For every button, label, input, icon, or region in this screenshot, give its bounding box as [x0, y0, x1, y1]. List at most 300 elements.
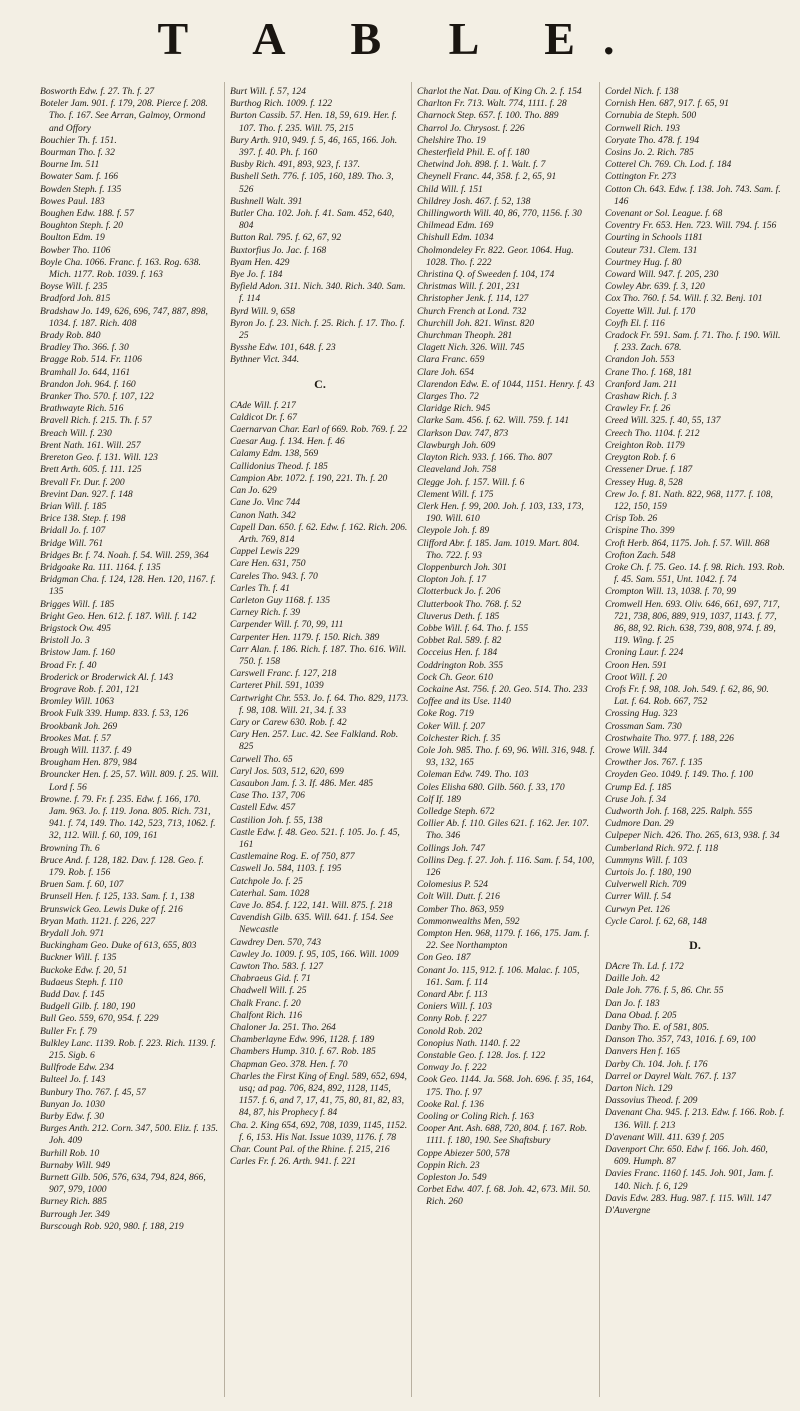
- index-entry: Creed Will. 325. f. 40, 55, 137: [605, 415, 721, 427]
- index-entry: Cole Joh. 985. Tho. f. 69, 96. Will. 316, 948. f. 93, 132, 165: [417, 744, 596, 769]
- index-entry: Caldicot Dr. f. 67: [230, 411, 297, 423]
- index-entry: Bradley Tho. 366. f. 30: [40, 342, 129, 354]
- index-entry: Coyette Will. Jul. f. 170: [605, 305, 696, 317]
- index-entry: Casaubon Jam. f. 3. If. 486. Mer. 485: [230, 777, 374, 789]
- index-entry: Bosworth Edw. f. 27. Th. f. 27: [40, 86, 155, 97]
- index-entry: Castell Edw. 457: [230, 802, 296, 814]
- index-entry: Chamberlayne Edw. 996, 1128. f. 189: [230, 1034, 375, 1046]
- index-entry: Clarkson Dav. 747, 873: [417, 427, 509, 439]
- index-entry: Constable Geo. f. 128. Jos. f. 122: [417, 1050, 546, 1062]
- index-entry: Budgell Gilb. f. 180, 190: [40, 1001, 136, 1013]
- index-entry: Clagett Nich. 326. Will. 745: [417, 342, 525, 354]
- index-entry: Brigges Will. f. 185: [40, 598, 115, 610]
- index-entry: Conard Abr. f. 113: [417, 989, 488, 1001]
- index-entry: Burscough Rob. 920, 980. f. 188, 219: [40, 1220, 184, 1232]
- index-entry: Burney Rich. 885: [40, 1196, 107, 1208]
- index-entry: Coffee and its Use. 1140: [417, 696, 511, 708]
- index-entry: Courtney Hug. f. 80: [605, 256, 682, 268]
- index-entry: Danby Tho. E. of 581, 805.: [605, 1022, 710, 1034]
- index-entry: Coker Will. f. 207: [417, 720, 485, 732]
- index-entry: Bridall Jo. f. 107: [40, 525, 106, 537]
- index-entry: Buxtorfius Jo. Jac. f. 168: [230, 244, 327, 256]
- index-entry: Child Will. f. 151: [417, 183, 483, 195]
- index-entry: Bridge Will. 761: [40, 537, 104, 549]
- index-entry: Coppe Abiezer 500, 578: [417, 1147, 510, 1159]
- index-entry: Bull Geo. 559, 670, 954. f. 229: [40, 1013, 159, 1025]
- index-entry: Carr Alan. f. 186. Rich. f. 187. Tho. 616. Will. 750. f. 158: [230, 643, 407, 667]
- index-entry: Clotterbuck Jo. f. 206: [417, 586, 501, 598]
- index-entry: Bryan Math. 1121. f. 226, 227: [40, 915, 156, 927]
- index-entry: Cobbe Will. f. 64. Tho. f. 155: [417, 622, 529, 634]
- index-entry: Darton Nich. 129: [605, 1083, 673, 1095]
- index-column-1: [40, 86, 220, 1396]
- index-entry: Coddrington Rob. 355: [417, 659, 504, 671]
- index-entry: Cotterel Ch. 769. Ch. Lod. f. 184: [605, 159, 732, 171]
- index-entry: Christina Q. of Sweeden f. 104, 174: [417, 269, 555, 281]
- index-entry: D'Auvergne: [605, 1205, 651, 1217]
- index-entry: Dassovius Theod. f. 209: [605, 1095, 698, 1107]
- index-entry: Care Hen. 631, 750: [230, 558, 306, 570]
- index-entry: Christopher Jenk. f. 114, 127: [417, 293, 529, 305]
- index-entry: Crashaw Rich. f. 3: [605, 391, 677, 403]
- index-entry: Brian Will. f. 185: [40, 500, 107, 512]
- index-entry: Curtois Jo. f. 180, 190: [605, 867, 692, 878]
- index-entry: Crew Jo. f. 81. Nath. 822, 968, 1177. f. 108, 122, 150, 159: [605, 488, 773, 512]
- index-entry: Christmas Will. f. 201, 231: [417, 281, 521, 293]
- index-entry: Bysshe Edw. 101, 648. f. 23: [230, 342, 336, 354]
- index-entry: Caswell Jo. 584, 1103. f. 195: [230, 863, 342, 875]
- index-entry: Buller Fr. f. 79: [40, 1025, 97, 1037]
- index-entry: Boulton Edm. 19: [40, 232, 105, 244]
- index-entry: Curwyn Pet. 126: [605, 903, 670, 915]
- index-entry: Bridgman Cha. f. 124, 128. Hen. 120, 1167. f. 135: [40, 574, 216, 598]
- index-entry: Charles the First King of Engl. 589, 652, 694, usq; ad pag. 706, 824, 892, 1128, 1145, 1157. f. 6, and 7, 17, 41, 75, 80, 81, 82, 83, 84, 87, his Prophecy f. 84: [230, 1070, 407, 1119]
- index-entry: Cooke Ral. f. 136: [417, 1098, 484, 1110]
- index-entry: Buckner Will. f. 135: [40, 952, 117, 964]
- index-entry: Charlot the Nat. Dau. of King Ch. 2. f. 154: [417, 86, 582, 97]
- index-entry: Cudworth Joh. f. 168, 225. Ralph. 555: [605, 805, 753, 817]
- index-entry: Chalk Franc. f. 20: [230, 997, 301, 1009]
- index-entry: Cornish Hen. 687, 917. f. 65, 91: [605, 98, 729, 110]
- index-entry: Brouncker Hen. f. 25, 57. Will. 809. f. 25. Will. Lord f. 56: [40, 769, 219, 793]
- index-entry: Burnett Gilb. 506, 576, 634, 794, 824, 866, 907, 979, 1000: [40, 1172, 206, 1196]
- index-entry: DAcre Th. Ld. f. 172: [605, 961, 684, 973]
- index-entry: Compton Hen. 968, 1179. f. 166, 175. Jam. f. 22. See Northampton: [417, 928, 590, 952]
- index-entry: Conold Rob. 202: [417, 1025, 483, 1037]
- index-column-4: [605, 86, 785, 1396]
- index-entry: Browne. f. 79. Fr. f. 235. Edw. f. 166, 170. Jam. 963. Jo. f. 119. Jona. 805. Rich. 731, 941. f. 74, 149. Tho. 142, 523, 713, 1062. f. 32, 112. Will. f. 60, 109, 161: [40, 793, 216, 842]
- index-entry: Chetwind Joh. 898. f. 1. Walt. f. 7: [417, 159, 546, 171]
- index-entry: Callidonius Theod. f. 185: [230, 460, 328, 472]
- index-entry: Brook Fulk 339. Hump. 833. f. 53, 126: [40, 708, 189, 720]
- index-entry: Clayton Rich. 933. f. 166. Tho. 807: [417, 452, 553, 464]
- index-entry: Courting in Schools 1181: [605, 232, 703, 244]
- index-entry: Cleypole Joh. f. 89: [417, 525, 490, 537]
- index-entry: Brady Rob. 840: [40, 330, 101, 342]
- index-entry: Capell Dan. 650. f. 62. Edw. f. 162. Rich. 206. Arth. 769, 814: [230, 521, 408, 545]
- index-entry: Carpenter Hen. 1179. f. 150. Rich. 389: [230, 631, 380, 643]
- index-entry: Coryate Tho. 478. f. 194: [605, 134, 700, 146]
- index-entry: Bridgoake Ra. 111. 1164. f. 135: [40, 561, 161, 573]
- index-entry: Cudmore Dan. 29: [605, 818, 674, 830]
- index-entry: Bythner Vict. 344.: [230, 354, 300, 366]
- index-entry: Colf If. 189: [417, 793, 461, 805]
- index-entry: Cary Hen. 257. Luc. 42. See Falkland. Rob. 825: [230, 729, 399, 753]
- index-entry: Collier Ab. f. 110. Giles 621. f. 162. Jer. 107. Tho. 346: [417, 818, 590, 842]
- index-entry: Crisp Tob. 26: [605, 513, 658, 525]
- index-entry: Dana Obad. f. 205: [605, 1009, 677, 1021]
- index-entry: Budd Dav. f. 145: [40, 989, 105, 1001]
- index-entry: Brent Nath. 161. Will. 257: [40, 439, 141, 451]
- index-entry: Bowes Paul. 183: [40, 195, 105, 207]
- index-entry: Brookes Mat. f. 57: [40, 732, 111, 744]
- index-entry: Cartwright Chr. 553. Jo. f. 64. Tho. 829, 1173. f. 98, 108. Will. 21, 34. f. 33: [230, 692, 409, 716]
- index-entry: Cradock Fr. 591. Sam. f. 71. Tho. f. 190. Will. f. 233. Zach. 678.: [605, 330, 781, 354]
- index-entry: Danson Tho. 357, 743, 1016. f. 69, 100: [605, 1034, 756, 1046]
- index-entry: Bourne Im. 511: [40, 159, 100, 171]
- index-entry: Branker Tho. 570. f. 107, 122: [40, 391, 154, 403]
- index-entry: Bulkley Lanc. 1139. Rob. f. 223. Rich. 1139. f. 215. Sigb. 6: [40, 1037, 217, 1062]
- index-entry: Brathwayte Rich. 516: [40, 403, 124, 415]
- index-entry: Burges Anth. 212. Corn. 347, 500. Eliz. f. 135. Joh. 409: [40, 1123, 219, 1147]
- index-entry: Brookbank Joh. 269: [40, 720, 118, 732]
- index-entry: Childrey Josh. 467. f. 52, 138: [417, 195, 531, 207]
- index-entry: Cressener Drue. f. 187: [605, 464, 693, 476]
- index-entry: Cawton Tho. 583. f. 127: [230, 961, 324, 973]
- index-entry: Chambers Hump. 310. f. 67. Rob. 185: [230, 1046, 376, 1058]
- index-entry: Brandon Joh. 964. f. 160: [40, 378, 136, 390]
- index-entry: Bruce And. f. 128, 182. Dav. f. 128. Geo. f. 179. Rob. f. 156: [40, 854, 204, 878]
- index-entry: Brevint Dan. 927. f. 148: [40, 488, 133, 500]
- index-entry: Brunsell Hen. f. 125, 133. Sam. f. 1, 138: [40, 891, 195, 903]
- index-entry: Cranford Jam. 211: [605, 378, 678, 390]
- index-entry: Byron Jo. f. 23. Nich. f. 25. Rich. f. 17. Tho. f. 25: [230, 317, 405, 342]
- index-entry: Calamy Edm. 138, 569: [230, 448, 319, 460]
- index-entry: Burhill Rob. 10: [40, 1147, 100, 1159]
- column-rule: [224, 82, 225, 1397]
- index-entry: Caesar Aug. f. 134. Hen. f. 46: [230, 436, 345, 448]
- index-entry: Brereton Geo. f. 131. Will. 123: [40, 452, 158, 464]
- index-entry: Cleaveland Joh. 758: [417, 464, 497, 476]
- index-entry: Bradshaw Jo. 149, 626, 696, 747, 887, 898, 1034. f. 187. Rich. 408: [40, 305, 208, 329]
- index-entry: Cawley Jo. 1009. f. 95, 105, 166. Will. 1009: [230, 948, 399, 960]
- index-entry: Croke Ch. f. 75. Geo. 14. f. 98. Rich. 193. Rob. f. 45. Sam. 551, Unt. 1042. f. 74: [605, 561, 785, 586]
- index-entry: Chadwell Will. f. 25: [230, 985, 307, 997]
- index-entry: Clare Joh. 654: [417, 366, 474, 378]
- index-entry: Cordel Nich. f. 138: [605, 86, 679, 97]
- index-entry: Clarendon Edw. E. of 1044, 1151. Henry. f. 43: [417, 378, 595, 390]
- index-entry: Chelshire Tho. 19: [417, 134, 486, 146]
- index-entry: Boughton Steph. f. 20: [40, 220, 123, 232]
- index-entry: Caernarvan Char. Earl of 669. Rob. 769. f. 22: [230, 424, 408, 436]
- index-entry: Colchester Rich. f. 35: [417, 732, 501, 744]
- index-entry: Can Jo. 629: [230, 485, 277, 497]
- index-entry: Carles Fr. f. 26. Arth. 941. f. 221: [230, 1156, 356, 1168]
- index-entry: Clegge Joh. f. 157. Will. f. 6: [417, 476, 525, 488]
- index-entry: Bye Jo. f. 184: [230, 269, 283, 281]
- index-entry: Davis Edw. 283. Hug. 987. f. 115. Will. 147: [605, 1192, 772, 1204]
- index-entry: Chaloner Ja. 251. Tho. 264: [230, 1022, 336, 1034]
- index-entry: Corbet Edw. 407. f. 68. Joh. 42, 673. Mil. 50. Rich. 260: [417, 1184, 591, 1208]
- index-entry: Castle Edw. f. 48. Geo. 521. f. 105. Jo. f. 45, 161: [230, 826, 400, 850]
- index-column-3: [417, 86, 597, 1396]
- index-entry: Burthog Rich. 1009. f. 122: [230, 98, 333, 110]
- index-entry: Coppin Rich. 23: [417, 1159, 480, 1171]
- index-entry: Byrd Will. 9, 658: [230, 305, 295, 317]
- index-entry: Clifford Abr. f. 185. Jam. 1019. Mart. 804. Tho. 722. f. 93: [417, 537, 580, 561]
- index-entry: Crossman Sam. 730: [605, 720, 682, 732]
- index-entry: Butler Cha. 102. Joh. f. 41. Sam. 452, 640, 804: [230, 208, 395, 232]
- index-entry: Collings Joh. 747: [417, 842, 485, 854]
- index-entry: Creighton Rob. 1179: [605, 439, 685, 451]
- index-entry: Cottington Fr. 273: [605, 171, 677, 183]
- index-entry: Churchman Theoph. 281: [417, 330, 513, 342]
- index-entry: Crandon Joh. 553: [605, 354, 675, 366]
- index-entry: Crofs Fr. f. 98, 108. Joh. 549. f. 62, 86, 90. Lat. f. 64. Rob. 667, 752: [605, 683, 769, 708]
- section-letter-c: C.: [314, 376, 326, 391]
- index-entry: Burby Edw. f. 30: [40, 1111, 105, 1123]
- index-entry: Chalfont Rich. 116: [230, 1009, 303, 1021]
- index-entry: Clarges Tho. 72: [417, 391, 479, 403]
- index-entry: Brunswick Geo. Lewis Duke of f. 216: [40, 903, 183, 915]
- index-column-2: [230, 86, 410, 1396]
- index-entry: Cocceius Hen. f. 184: [417, 647, 498, 659]
- index-entry: Bragge Rob. 514. Fr. 1106: [40, 354, 142, 366]
- index-entry: Coke Rog. 719: [417, 708, 474, 720]
- index-entry: Cornwell Rich. 193: [605, 122, 680, 134]
- index-entry: Claridge Rich. 945: [417, 403, 491, 415]
- column-rule: [411, 82, 412, 1397]
- index-entry: Boteler Jam. 901. f. 179, 208. Pierce f. 208. Tho. f. 167. See Arran, Galmoy, Ormond and Offory: [40, 98, 208, 134]
- index-entry: Crofton Zach. 548: [605, 549, 676, 561]
- index-entry: Clara Franc. 659: [417, 354, 485, 366]
- index-entry: Brevall Fr. Dur. f. 200: [40, 476, 125, 488]
- index-entry: Carswell Franc. f. 127, 218: [230, 668, 337, 680]
- index-entry: Bruen Sam. f. 60, 107: [40, 879, 124, 891]
- index-entry: Breach Will. f. 230: [40, 427, 112, 439]
- index-entry: Crowther Jos. 767. f. 135: [605, 757, 703, 769]
- index-entry: Cluverus Deth. f. 185: [417, 610, 500, 622]
- index-entry: Brough Will. 1137. f. 49: [40, 744, 132, 756]
- index-entry: Button Ral. 795. f. 62, 67, 92: [230, 232, 342, 244]
- index-entry: Bowater Sam. f. 166: [40, 171, 119, 183]
- index-entry: Clerk Hen. f. 99, 200. Joh. f. 103, 133, 173, 190. Will. 610: [417, 500, 584, 525]
- index-entry: Churchill Joh. 821. Winst. 820: [417, 317, 535, 329]
- index-entry: Crawley Fr. f. 26: [605, 403, 671, 415]
- index-entry: Bourman Tho. f. 32: [40, 147, 115, 159]
- index-entry: Caterhal. Sam. 1028: [230, 887, 310, 899]
- index-entry: Davies Franc. 1160 f. 145. Joh. 901, Jam. f. 140. Nich. f. 6, 129: [605, 1168, 774, 1192]
- index-entry: Bridges Br. f. 74. Noah. f. 54. Will. 259, 364: [40, 549, 209, 561]
- index-entry: Cholmondeley Fr. 822. Geor. 1064. Hug. 1028. Tho. f. 222: [417, 244, 574, 268]
- index-entry: Creech Tho. 1104. f. 212: [605, 427, 700, 439]
- index-entry: Cotton Ch. 643. Edw. f. 138. Joh. 743. Sam. f. 146: [605, 183, 781, 207]
- index-entry: Cary or Carew 630. Rob. f. 42: [230, 716, 347, 728]
- index-entry: Crostwhaite Tho. 977. f. 188, 226: [605, 732, 734, 744]
- index-entry: Careles Tho. 943. f. 70: [230, 570, 318, 582]
- index-entry: Copleston Jo. 549: [417, 1172, 487, 1184]
- index-entry: Burton Cassib. 57. Hen. 18, 59, 619. Her. f. 107. Tho. f. 235. Will. 75, 215: [230, 110, 397, 134]
- index-entry: Crump Ed. f. 185: [605, 781, 672, 793]
- index-entry: Crompton Will. 13, 1038. f. 70, 99: [605, 586, 737, 598]
- index-entry: Bright Geo. Hen. 612. f. 187. Will. f. 142: [40, 610, 197, 622]
- index-entry: Culpeper Nich. 426. Tho. 265, 613, 938. f. 34: [605, 830, 780, 842]
- index-entry: Cooling or Coling Rich. f. 163: [417, 1111, 534, 1123]
- index-entry: Cock Ch. Geor. 610: [417, 671, 493, 683]
- index-entry: Cox Tho. 760. f. 54. Will. f. 32. Benj. 101: [605, 293, 763, 305]
- index-entry: Cane Jo. Vinc 744: [230, 497, 301, 509]
- column-rule: [599, 82, 600, 1397]
- index-entry: Bristow Jam. f. 160: [40, 647, 115, 659]
- index-entry: Brigstock Ow. 495: [40, 622, 111, 634]
- index-entry: Chesterfield Phil. E. of f. 180: [417, 147, 530, 159]
- index-entry: Cycle Carol. f. 62, 68, 148: [605, 915, 707, 927]
- index-entry: Cave Jo. 854. f. 122, 141. Will. 875. f. 218: [230, 900, 393, 911]
- index-entry: Crowe Will. 344: [605, 744, 668, 756]
- index-entry: Chishull Edm. 1034: [417, 232, 494, 244]
- index-entry: Bradford Joh. 815: [40, 293, 111, 305]
- index-entry: Cowley Abr. 639. f. 3, 120: [605, 281, 705, 293]
- page-title: T A B L E.: [157, 13, 643, 64]
- index-entry: Clopton Joh. f. 17: [417, 574, 487, 586]
- index-entry: Bullfrode Edw. 234: [40, 1062, 114, 1074]
- index-entry: Darby Ch. 104. Joh. f. 176: [605, 1058, 708, 1070]
- index-entry: Bushnell Walt. 391: [230, 195, 303, 207]
- index-entry: Covenant or Sol. League. f. 68: [605, 208, 723, 220]
- index-entry: Carwell Tho. 65: [230, 753, 293, 765]
- index-entry: Bunyan Jo. 1030: [40, 1098, 105, 1110]
- index-entry: Croyden Geo. 1049. f. 149. Tho. f. 100: [605, 769, 754, 781]
- index-entry: Burnaby Will. 949: [40, 1159, 111, 1171]
- index-entry: Cobbet Ral. 589. f. 82: [417, 635, 502, 647]
- index-entry: Boughen Edw. 188. f. 57: [40, 208, 134, 220]
- index-entry: Croon Hen. 591: [605, 659, 667, 671]
- index-entry: Boyle Cha. 1066. Franc. f. 163. Rog. 638. Mich. 1177. Rob. 1039. f. 163: [40, 256, 201, 281]
- index-entry: Burt Will. f. 57, 124: [230, 86, 306, 97]
- index-entry: Cloppenburch Joh. 301: [417, 561, 507, 573]
- index-entry: Davenport Chr. 650. Edw f. 166. Joh. 460, 609. Humph. 87: [605, 1144, 768, 1168]
- index-entry: Cromwell Hen. 693. Oliv. 646, 661, 697, 717, 721, 738, 806, 889, 919, 1037, 1143. f. 77, 86, 88, 92. Rich. 638, 739, 808, 974. f. 89, 119. Wing. f. 25: [605, 598, 780, 647]
- index-entry: Chapman Geo. 378. Hen. f. 70: [230, 1058, 348, 1070]
- index-entry: Case Tho. 137, 706: [230, 790, 305, 802]
- index-entry: Byam Hen. 429: [230, 256, 290, 268]
- index-entry: Bury Arth. 910, 949. f. 5, 46, 165, 166. Joh. 397. f. 40. Ph. f. 160: [230, 134, 398, 159]
- index-entry: Cha. 2. King 654, 692, 708, 1039, 1145, 1152. f. 6, 153. His Nat. Issue 1039, 1176. f. 78: [230, 1119, 408, 1143]
- index-entry: Bushell Seth. 776. f. 105, 160, 189. Tho. 3, 526: [230, 171, 394, 195]
- index-entry: Coward Will. 947. f. 205, 230: [605, 269, 719, 281]
- index-entry: Boyse Will. f. 235: [40, 281, 108, 293]
- index-entry: Couteur 731. Clem. 131: [605, 244, 698, 256]
- index-entry: Crispine Tho. 399: [605, 525, 675, 537]
- index-entry: Croning Laur. f. 224: [605, 647, 684, 659]
- index-entry: Commonwealths Men, 592: [417, 915, 520, 927]
- index-entry: Clarke Sam. 456. f. 62. Will. 759. f. 141: [417, 415, 570, 427]
- index-entry: Clement Will. f. 175: [417, 488, 494, 500]
- index-entry: Bravell Rich. f. 215. Th. f. 57: [40, 415, 152, 427]
- index-entry: Cooper Ant. Ash. 688, 720, 804. f. 167. Rob. 1111. f. 180, 190. See Shaftsbury: [417, 1123, 588, 1147]
- index-entry: Croft Herb. 864, 1175. Joh. f. 57. Will. 868: [605, 537, 770, 549]
- index-entry: Cosins Jo. 2. Rich. 785: [605, 147, 694, 159]
- index-entry: Conway Jo. f. 222: [417, 1062, 487, 1074]
- index-entry: Brograve Rob. f. 201, 121: [40, 683, 140, 695]
- index-entry: Colledge Steph. 672: [417, 805, 495, 817]
- index-entry: Canon Nath. 342: [230, 509, 296, 521]
- index-entry: Coles Elisha 680. Gilb. 560. f. 33, 170: [417, 781, 565, 793]
- index-entry: Coniers Will. f. 103: [417, 1001, 492, 1013]
- index-entry: Currer Will. f. 54: [605, 891, 672, 903]
- index-entry: Crane Tho. f. 168, 181: [605, 366, 693, 378]
- index-entry: Brice 138. Step. f. 198: [40, 513, 126, 525]
- index-entry: CAde Will. f. 217: [230, 399, 296, 411]
- index-entry: Con Geo. 187: [417, 952, 471, 964]
- index-entry: Caryl Jos. 503, 512, 620, 699: [230, 765, 344, 777]
- index-entry: Carleton Guy 1168. f. 135: [230, 594, 331, 606]
- index-entry: Croot Will. f. 20: [605, 671, 667, 683]
- index-entry: Coyfh El. f. 116: [605, 317, 665, 329]
- index-entry: Budaeus Steph. f. 110: [40, 976, 123, 988]
- index-entry: Cornubia de Steph. 500: [605, 110, 697, 122]
- index-entry: Comber Tho. 863, 959: [417, 903, 504, 915]
- index-entry: Church French at Lond. 732: [417, 305, 527, 317]
- index-entry: Brougham Hen. 879, 984: [40, 757, 137, 769]
- index-entry: Charnock Step. 657. f. 100. Tho. 889: [417, 110, 559, 122]
- index-entry: Brydall Joh. 971: [40, 928, 105, 940]
- index-entry: Carpender Will. f. 70, 99, 111: [230, 619, 344, 631]
- index-entry: Castlemaine Rog. E. of 750, 877: [230, 851, 355, 863]
- index-entry: Clutterbook Tho. 768. f. 52: [417, 598, 522, 610]
- index-entry: Bulteel Jo. f. 143: [40, 1074, 106, 1086]
- index-entry: Buckingham Geo. Duke of 613, 655, 803: [40, 940, 197, 952]
- index-entry: Busby Rich. 491, 893, 923, f. 137.: [230, 159, 361, 171]
- index-entry: Culverwell Rich. 709: [605, 879, 687, 891]
- index-entry: Char. Count Pal. of the Rhine. f. 215, 216: [230, 1144, 390, 1156]
- index-entry: Browning Th. 6: [40, 842, 100, 854]
- index-entry: Byfield Adon. 311. Nich. 340. Rich. 340. Sam. f. 114: [230, 281, 406, 305]
- index-entry: Cavendish Gilb. 635. Will. 641. f. 154. See Newcastle: [230, 912, 394, 936]
- index-entry: Campion Abr. 1072. f. 190, 221. Th. f. 20: [230, 472, 388, 484]
- index-entry: Bowber Tho. 1106: [40, 244, 111, 256]
- index-entry: Cawdrey Den. 570, 743: [230, 936, 322, 948]
- index-entry: Conny Rob. f. 227: [417, 1013, 487, 1025]
- index-entry: Charlton Fr. 713. Walt. 774, 1111. f. 28: [417, 98, 567, 110]
- index-entry: Conant Jo. 115, 912. f. 106. Malac. f. 105, 161. Sam. f. 114: [417, 964, 580, 988]
- index-entry: Carney Rich. f. 39: [230, 607, 301, 619]
- index-entry: Bunbury Tho. 767. f. 45, 57: [40, 1086, 146, 1098]
- index-entry: Crossing Hug. 323: [605, 708, 678, 720]
- index-entry: Chilmead Edm. 169: [417, 220, 494, 232]
- index-entry: Bristoll Jo. 3: [40, 635, 90, 647]
- index-entry: Collins Deg. f. 27. Joh. f. 116. Sam. f. 54, 100, 126: [417, 854, 595, 878]
- index-entry: D'avenant Will. 411. 639 f. 205: [605, 1131, 725, 1143]
- index-entry: Creygton Rob. f. 6: [605, 452, 676, 464]
- index-entry: Brett Arth. 605. f. 111. 125: [40, 464, 142, 476]
- index-entry: Carteret Phil. 591, 1039: [230, 680, 324, 692]
- index-entry: Chabraeus Gid. f. 71: [230, 973, 311, 985]
- index-entry: Catchpole Jo. f. 25: [230, 875, 303, 887]
- index-entry: Carles Th. f. 41: [230, 582, 290, 594]
- index-entry: Darrel or Dayrel Walt. 767. f. 137: [605, 1070, 736, 1082]
- index-entry: Broderick or Broderwick Al. f. 143: [40, 671, 174, 683]
- index-entry: Davenant Cha. 945. f. 213. Edw. f. 166. Rob. f. 136. Will. f. 213: [605, 1107, 785, 1131]
- index-entry: Conopius Nath. 1140. f. 22: [417, 1037, 520, 1049]
- index-entry: Cockaine Ast. 756. f. 20. Geo. 514. Tho. 233: [417, 683, 588, 695]
- index-entry: Buckoke Edw. f. 20, 51: [40, 964, 128, 976]
- index-entry: Cheynell Franc. 44, 358. f. 2, 65, 91: [417, 171, 557, 183]
- index-entry: Bramhall Jo. 644, 1161: [40, 366, 131, 378]
- index-entry: Cumberland Rich. 972. f. 118: [605, 842, 719, 854]
- index-entry: Burrough Jer. 349: [40, 1208, 110, 1220]
- index-entry: Clawburgh Joh. 609: [417, 439, 496, 451]
